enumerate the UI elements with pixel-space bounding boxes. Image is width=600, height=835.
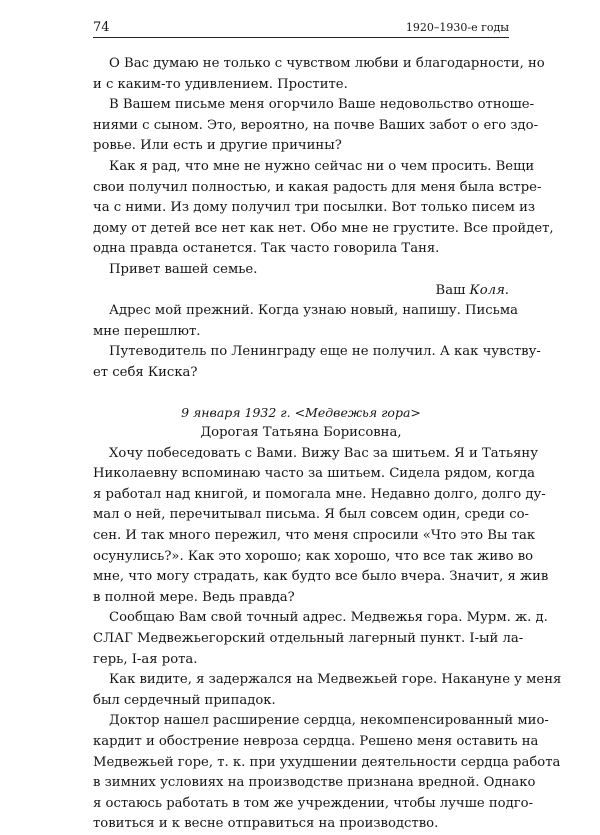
text-line: Адрес мой прежний. Когда узнаю новый, напишу. Письма xyxy=(109,303,518,319)
text-line: Хочу побеседовать с Вами. Вижу Вас за шитьем. Я и Татьяну xyxy=(109,445,538,461)
text-line: товиться и к весне отправиться на производство. xyxy=(93,816,439,832)
greeting-line: Привет вашей семье. xyxy=(109,261,258,277)
text-line: СЛАГ Медвежьегорский отдельный лагерный пункт. I-ый ла- xyxy=(93,631,524,647)
text-line: мал о ней, перечитывал письма. Я был совсем один, среди со- xyxy=(93,507,530,523)
text-line: В Вашем письме меня огорчило Ваше недовольство отноше- xyxy=(109,97,535,113)
text-line: ровье. Или есть и другие причины? xyxy=(93,138,342,154)
paragraph xyxy=(93,301,518,342)
paragraph xyxy=(93,711,561,835)
signature xyxy=(93,281,509,302)
paragraph xyxy=(93,608,548,670)
text-line: я работал над книгой, и помогала мне. Недавно долго, долго ду- xyxy=(93,486,546,502)
paragraph xyxy=(93,95,539,157)
text-line: ет себя Киска? xyxy=(93,364,198,380)
text-line: и с каким-то удивлением. Простите. xyxy=(93,76,348,92)
text-line: Путеводитель по Ленинграду еще не получил. А как чувству- xyxy=(109,344,541,360)
text-line: был сердечный припадок. xyxy=(93,692,276,708)
page-body xyxy=(93,54,562,835)
letter-date: 9 января 1932 г. <Медвежья гора> xyxy=(181,404,421,420)
text-line: О Вас думаю не только с чувством любви и благодарности, но xyxy=(109,56,545,71)
paragraph xyxy=(93,670,562,711)
text-line: мне перешлют. xyxy=(93,323,201,339)
text-line: дому от детей все нет как нет. Обо мне не грустите. Все пройдет, xyxy=(93,220,554,236)
text-line: я остаюсь работать в том же учреждении, чтобы лучше подго- xyxy=(93,795,534,811)
text-line: Медвежьей горе, т. к. при ухудшении деятельности сердца работа xyxy=(93,754,561,770)
text-line: ниями с сыном. Это, вероятно, на почве Ваших забот о его здо- xyxy=(93,117,539,133)
paragraph xyxy=(93,157,554,260)
text-line: Доктор нашел расширение сердца, некомпенсированный мио- xyxy=(109,713,549,729)
text-line: в зимних условиях на производстве признана вредной. Однако xyxy=(93,775,536,791)
text-line: одна правда останется. Так часто говорила Таня. xyxy=(93,241,440,257)
text-line: Николаевну вспоминаю часто за шитьем. Сидела рядом, когда xyxy=(93,466,535,482)
text-line: свои получил полностью, и какая радость для меня была встре- xyxy=(93,179,542,195)
paragraph xyxy=(93,54,545,95)
text-line: ча с ними. Из дому получил три посылки. Вот только писем из xyxy=(93,200,536,216)
text-line: кардит и обострение невроза сердца. Решено меня оставить на xyxy=(93,734,539,749)
paragraph xyxy=(93,342,541,383)
text-line: Как видите, я задержался на Медвежьей горе. Накануне у меня xyxy=(109,672,562,688)
signature-prefix: Ваш xyxy=(435,282,470,298)
paragraph xyxy=(93,444,549,609)
text-line: осунулись?». Как это хорошо; как хорошо, что все так живо во xyxy=(93,548,534,564)
text-line: Как я рад, что мне не нужно сейчас ни о чем просить. Вещи xyxy=(109,158,535,174)
text-line: сен. И так много пережил, что меня спросили «Что это Вы так xyxy=(93,528,536,544)
text-line: мне, что могу страдать, как будто все было вчера. Значит, я жив xyxy=(93,569,549,585)
signature-name: Коля. xyxy=(469,282,509,298)
text-line: Сообщаю Вам свой точный адрес. Медвежья гора. Мурм. ж. д. xyxy=(109,610,548,626)
running-title: 1920–1930-е годы xyxy=(405,21,509,34)
page-number: 74 xyxy=(93,20,110,35)
page-header xyxy=(93,20,509,38)
text-line: герь, I-ая рота. xyxy=(93,651,198,667)
letter-salutation: Дорогая Татьяна Борисовна, xyxy=(200,425,402,441)
text-line: в полной мере. Ведь правда? xyxy=(93,589,295,605)
